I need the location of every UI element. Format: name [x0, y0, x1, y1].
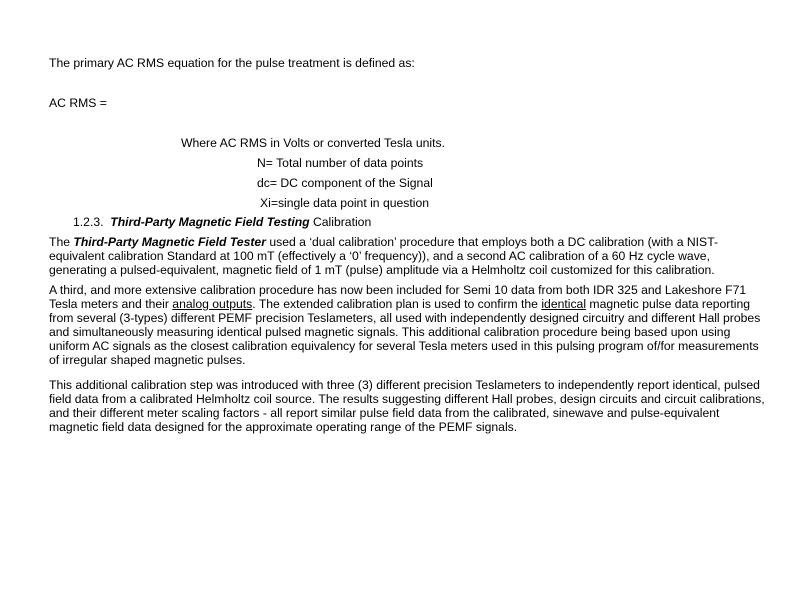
para2-line-1: A third, and more extensive calibration procedure has now been included for Semi 10 data from both IDR 325 and Lakeshore F71 — [49, 283, 747, 297]
section-heading — [73, 215, 371, 229]
para2-text-c: . The extended calibration plan is used to confirm the — [252, 297, 542, 311]
para1-line-2: equivalent calibration Standard at 100 mT (effectively a ‘0’ frequency)), and a second AC calibration of a 60 Hz cycle wave, — [49, 249, 710, 263]
para2-analog-outputs: analog outputs — [172, 297, 253, 311]
para2-text-a: Tesla meters and their — [49, 297, 173, 311]
section-number: 1.2.3. — [73, 215, 104, 229]
section-suffix: Calibration — [309, 215, 372, 229]
where-line-4: Xi=single data point in question — [260, 196, 430, 210]
para3-line-3: and their different meter scaling factors - all report similar pulse field data from the calibrated, sinewave and pulse-equivalent — [49, 406, 720, 420]
para2-line-3: from several (3-types) different PEMF precision Teslameters, all used with independently designed circuitry and different Hall probes — [49, 311, 761, 325]
section-title: Third-Party Magnetic Field Testing — [110, 215, 310, 229]
paragraph-dual-calibration — [49, 235, 764, 277]
para1-line-3: generating a pulsed-equivalent, magnetic field of 1 mT (pulse) amplitude via a Helmholtz coil customized for this calibration. — [49, 263, 715, 277]
para3-line-2: field data from a calibrated Helmholtz coil source. The results suggesting different Hall probes, design circuits and circuit calibrations, — [49, 392, 765, 406]
para1-text-c: used a ‘dual calibration’ procedure that employs both a DC calibration (with a NIST- — [265, 235, 719, 249]
para2-line-5: uniform AC signals as the closest calibration equivalency for several Tesla meters used in this pulsing program of/for measurements — [49, 339, 759, 353]
para2-line-6: of irregular shaped magnetic pulses. — [49, 353, 246, 367]
para3-line-4: magnetic field data designed for the approximate operating range of the PEMF signals. — [49, 420, 518, 434]
where-line-3: dc= DC component of the Signal — [257, 176, 433, 190]
para3-line-1: This additional calibration step was introduced with three (3) different precision Teslameters to independently report identical, pulsed — [49, 378, 760, 392]
para2-text-e: magnetic pulse data reporting — [586, 297, 751, 311]
equation-label: AC RMS = — [49, 96, 107, 110]
para2-line-4: and simultaneously measuring identical pulsed magnetic signals. This additional calibration procedure being based upon using — [49, 325, 731, 339]
where-line-1: Where AC RMS in Volts or converted Tesla units. — [181, 136, 445, 150]
intro-text: The primary AC RMS equation for the pulse treatment is defined as: — [49, 56, 415, 70]
paragraph-additional-step — [49, 378, 764, 434]
para1-tester-name: Third-Party Magnetic Field Tester — [73, 235, 266, 249]
para1-text-a: The — [49, 235, 74, 249]
para2-identical: identical — [541, 297, 587, 311]
paragraph-third-calibration — [49, 283, 764, 367]
where-line-2: N= Total number of data points — [257, 156, 424, 170]
